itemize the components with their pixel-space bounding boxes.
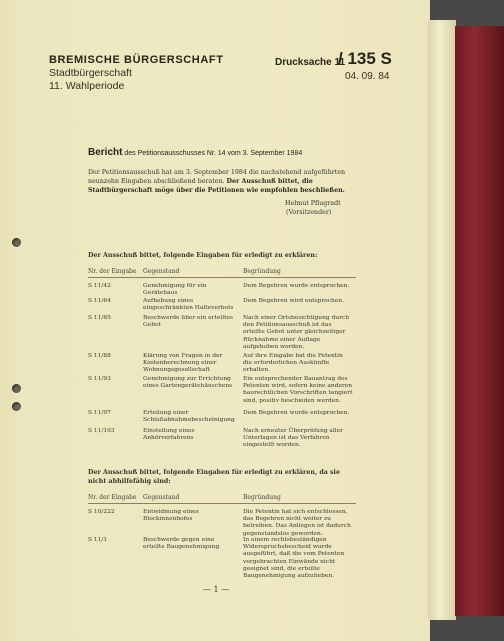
table-cell-nr: S 11/65: [88, 315, 111, 321]
doc-date: 04. 09. 84: [345, 71, 390, 82]
col-header-reason: Begründung: [243, 494, 281, 501]
table-cell-subject: Beschwerde gegen eine erteilte Baugenehmigung: [143, 537, 220, 551]
punch-hole: [12, 384, 21, 393]
punch-hole: [12, 238, 21, 247]
table-cell-subject: Entwidmung eines Blockinnenhofes: [143, 509, 199, 523]
table-cell-subject: Einstellung eines Anhörverfahrens: [143, 428, 195, 442]
binder-cover: [455, 26, 504, 616]
doc-label: Drucksache 11: [275, 57, 346, 68]
table-cell-reason: Dem Begehren wird entsprochen.: [243, 298, 344, 304]
section-1-title: Der Ausschuß bittet, folgende Eingaben für erledigt zu erklären:: [88, 252, 318, 259]
table-cell-subject: Genehmigung für ein Gerätehaus: [143, 283, 207, 297]
binder-spine: [428, 20, 456, 620]
table-cell-reason: Dem Begehren wurde entsprochen.: [243, 283, 350, 289]
header-rule: [88, 277, 356, 278]
table-cell-reason: Auf ihre Eingabe hat die Petentin die erforderlichen Auskünfte erhalten.: [243, 353, 343, 374]
table-cell-subject: Klärung von Fragen in der Kostenberechnung einer Wohnungsgesellschaft: [143, 353, 223, 374]
table-cell-subject: Beschwerde über ein erteiltes Gebot: [143, 315, 233, 329]
col-header-reason: Begründung: [243, 268, 281, 275]
table-cell-reason: Die Petentin hat sich entschlossen, das Begehren nicht weiter zu betreiben. Das Anliegen ist dadurch gegenstandslos geworden.: [243, 509, 351, 537]
report-title: Bericht des Petitionsausschusses Nr. 14 vom 3. September 1984: [88, 147, 303, 158]
punch-hole: [12, 402, 21, 411]
col-header-nr: Nr. der Eingabe: [88, 268, 137, 275]
table-cell-subject: Erteilung einer Schlußabnahmebescheinigung: [143, 410, 235, 424]
table-cell-nr: S 11/64: [88, 298, 111, 304]
header-rule: [88, 503, 356, 504]
table-cell-reason: Nach erneuter Überprüfung aller Unterlagen ist das Verfahren eingestellt worden.: [243, 428, 343, 449]
table-cell-nr: S 11/103: [88, 428, 115, 434]
page-number: — 1 —: [203, 585, 230, 594]
parliament-name: BREMISCHE BÜRGERSCHAFT: [49, 54, 224, 66]
table-cell-reason: Nach einer Ortsbesichtigung durch den Petitionsausschuß ist das erteilte Gebot unter gleichzeitiger Rücknahme einer Auflage aufgehoben worden.: [243, 315, 349, 350]
signer-name: Helmut Pflugradt: [285, 200, 341, 207]
intro-paragraph: Der Petitionsausschuß hat am 3. September 1984 die nachstehend aufgeführten neunzehn Eingaben abschließend beraten. Der Ausschuß bittet, die Stadtbürgerschaft möge über die Petitionen wie empfohlen beschließen.: [88, 169, 346, 194]
table-cell-subject: Genehmigung zur Errichtung eines Gartengerätehäuschens: [143, 376, 233, 390]
table-cell-nr: S 11/88: [88, 353, 111, 359]
body-name: Stadtbürgerschaft: [49, 67, 132, 79]
section-2-title: Der Ausschuß bittet, folgende Eingaben für erledigt zu erklären, da sie nicht abhilfefähig sind:: [88, 469, 340, 485]
col-header-subject: Gegenstand: [143, 494, 180, 501]
col-header-nr: Nr. der Eingabe: [88, 494, 137, 501]
table-cell-reason: In einem rechtsbeständigen Widerspruchsbescheid wurde ausgeführt, daß die vom Petenten vorgebrachten Einwände nicht geeignet sind, die erteilte Baugenehmigung aufzuheben.: [243, 537, 345, 580]
table-cell-nr: S 11/97: [88, 410, 111, 416]
table-cell-subject: Aufhebung eines eingeschränkten Halteverbots: [143, 298, 234, 312]
signer-role: (Vorsitzender): [286, 209, 332, 216]
table-cell-reason: Ein entsprechender Bauantrag des Petenten wird, sofern keine anderen baurechtlichen Vorschriften tangiert sind, positiv beschieden werden.: [243, 376, 353, 404]
doc-number: / 135 S: [338, 49, 392, 68]
table-cell-reason: Dem Begehren wurde entsprochen.: [243, 410, 350, 416]
table-cell-nr: S 11/1: [88, 537, 108, 543]
legislative-period: 11. Wahlperiode: [49, 80, 125, 92]
col-header-subject: Gegenstand: [143, 268, 180, 275]
table-cell-nr: S 10/222: [88, 509, 115, 515]
table-cell-nr: S 11/93: [88, 376, 111, 382]
table-cell-nr: S 11/42: [88, 283, 111, 289]
